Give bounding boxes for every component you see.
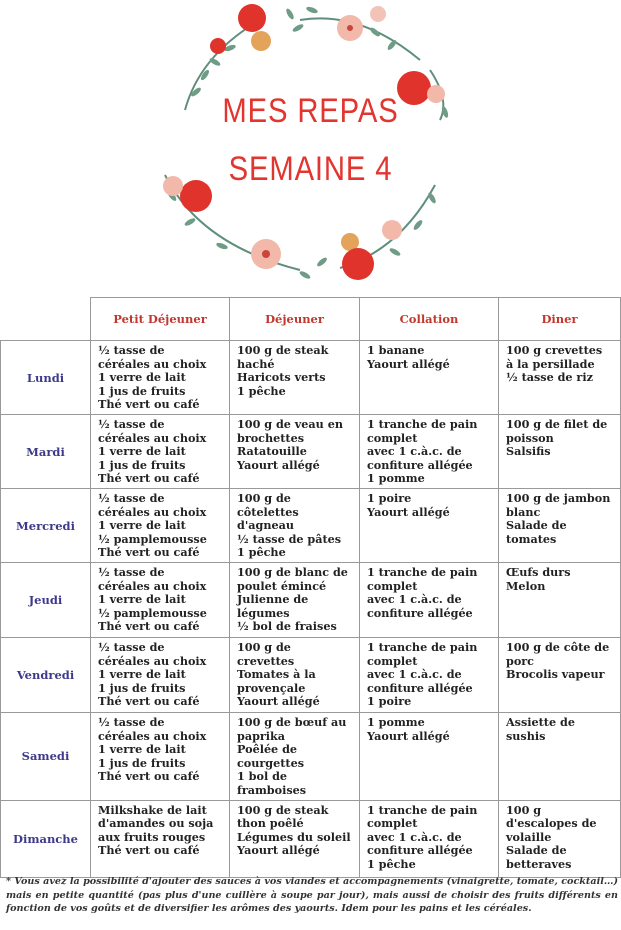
meal-line: 100 g	[506, 802, 542, 817]
meal-line: 1 bol de	[237, 769, 288, 784]
meal-line: 1 banane	[367, 343, 425, 357]
meal-line: complet	[367, 653, 418, 668]
meal-line: 1 poire	[367, 694, 412, 709]
day-label: Samedi	[1, 713, 91, 801]
meal-line: Melon	[506, 578, 546, 593]
meal-line: 1 verre de lait	[98, 370, 186, 385]
meal-line: 100 g de	[237, 491, 291, 505]
meal-line: blanc	[506, 504, 541, 519]
meal-line: ½ tasse de	[98, 343, 165, 357]
meal-line: confiture allégée	[367, 843, 473, 858]
meal-line: 1 verre de lait	[98, 592, 186, 607]
day-row-vendredi	[1, 638, 621, 713]
meal-line: 1 jus de fruits	[98, 755, 186, 770]
day-label: Jeudi	[1, 563, 91, 638]
meal-line: 100 g de steak	[237, 343, 329, 357]
meal-line: 1 verre de lait	[98, 444, 186, 459]
meal-line: Yaourt allégé	[237, 843, 320, 858]
meal-line: 1 pêche	[367, 856, 416, 871]
meal-cell-diner	[499, 800, 621, 877]
day-row-samedi	[1, 713, 621, 801]
meal-line: courgettes	[237, 755, 304, 770]
meal-line: confiture allégée	[367, 680, 473, 695]
meal-cell-petit-dejeuner	[91, 713, 230, 801]
title-line-1: MES REPAS	[222, 92, 399, 130]
meal-line: ½ pamplemousse	[98, 605, 207, 620]
meal-line: aux fruits rouges	[98, 829, 206, 844]
day-label: Mercredi	[1, 489, 91, 563]
meal-line: céréales au choix	[98, 430, 207, 445]
meal-cell-collation	[360, 415, 499, 489]
meal-line: confiture allégée	[367, 457, 473, 472]
meal-line: 1 jus de fruits	[98, 680, 186, 695]
meal-line: 1 tranche de pain	[367, 802, 478, 817]
corner-cell	[1, 298, 91, 341]
meal-line: Milkshake de lait	[98, 802, 207, 817]
meal-line: 1 tranche de pain	[367, 640, 478, 654]
meal-line: Salsifis	[506, 444, 551, 459]
meal-line: paprika	[237, 728, 286, 743]
meal-line: céréales au choix	[98, 504, 207, 519]
meal-line: Thé vert ou café	[98, 619, 200, 634]
meal-line: Yaourt allégé	[367, 504, 450, 519]
col-header-collation: Collation	[360, 298, 499, 341]
meal-cell-diner	[499, 563, 621, 638]
meal-line: côtelettes	[237, 504, 299, 519]
header	[0, 0, 621, 292]
meal-line: 1 verre de lait	[98, 742, 186, 757]
column-header-row	[1, 298, 621, 341]
meal-cell-petit-dejeuner	[91, 800, 230, 877]
meal-cell-collation	[360, 489, 499, 563]
meal-line: avec 1 c.à.c. de	[367, 592, 462, 607]
meal-cell-dejeuner	[230, 341, 360, 415]
meal-line: 100 g crevettes	[506, 343, 603, 357]
floral-wreath-illustration	[0, 0, 621, 292]
meal-line: Brocolis vapeur	[506, 667, 605, 682]
meal-line: 1 verre de lait	[98, 667, 186, 682]
meal-line: légumes	[237, 605, 290, 620]
meal-line: 100 g de côte de	[506, 640, 610, 654]
meal-cell-petit-dejeuner	[91, 415, 230, 489]
meal-line: Haricots verts	[237, 370, 326, 385]
meal-line: d'amandes ou soja	[98, 816, 214, 831]
meal-line: d'agneau	[237, 518, 294, 533]
meal-line: 100 g de bœuf au	[237, 715, 347, 729]
meal-line: 100 g de filet de	[506, 417, 608, 431]
meal-line: Yaourt allégé	[237, 457, 320, 472]
meal-cell-collation	[360, 638, 499, 713]
meal-line: 100 g de steak	[237, 802, 329, 817]
meal-cell-petit-dejeuner	[91, 341, 230, 415]
meal-cell-diner	[499, 415, 621, 489]
meal-line: ½ tasse de riz	[506, 370, 593, 385]
meal-line: complet	[367, 430, 418, 445]
meal-line: 1 verre de lait	[98, 518, 186, 533]
meal-line: 1 jus de fruits	[98, 457, 186, 472]
meal-line: thon poêlé	[237, 816, 304, 831]
meal-line: Assiette de	[506, 715, 575, 729]
meal-line: porc	[506, 653, 534, 668]
meal-line: 1 jus de fruits	[98, 383, 186, 398]
meal-line: d'escalopes de	[506, 816, 597, 831]
meal-cell-diner	[499, 713, 621, 801]
meal-line: céréales au choix	[98, 356, 207, 371]
meal-line: volaille	[506, 829, 552, 844]
col-header-petit-dejeuner: Petit Déjeuner	[91, 298, 230, 341]
meal-line: complet	[367, 578, 418, 593]
meal-line: Yaourt allégé	[367, 728, 450, 743]
meal-cell-dejeuner	[230, 713, 360, 801]
meal-cell-dejeuner	[230, 800, 360, 877]
day-label: Vendredi	[1, 638, 91, 713]
meal-line: complet	[367, 816, 418, 831]
day-row-mercredi	[1, 489, 621, 563]
meal-line: framboises	[237, 782, 307, 797]
meal-line: Salade de	[506, 518, 567, 533]
day-row-lundi	[1, 341, 621, 415]
meal-cell-dejeuner	[230, 415, 360, 489]
meal-line: ½ tasse de	[98, 417, 165, 431]
meal-line: poisson	[506, 430, 554, 445]
meal-line: crevettes	[237, 653, 295, 668]
meal-line: ½ tasse de	[98, 565, 165, 579]
meal-line: Yaourt allégé	[367, 356, 450, 371]
meal-line: Tomates à la	[237, 667, 316, 682]
meal-line: ½ pamplemousse	[98, 531, 207, 546]
meal-line: céréales au choix	[98, 578, 207, 593]
meal-plan-table	[0, 297, 621, 878]
meal-line: brochettes	[237, 430, 304, 445]
meal-line: Légumes du soleil	[237, 829, 351, 844]
meal-line: provençale	[237, 680, 306, 695]
meal-cell-collation	[360, 341, 499, 415]
meal-line: Ratatouille	[237, 444, 307, 459]
meal-line: betteraves	[506, 856, 572, 871]
meal-cell-dejeuner	[230, 563, 360, 638]
meal-line: 1 pomme	[367, 471, 425, 486]
meal-line: Julienne de	[237, 592, 309, 607]
meal-line: Thé vert ou café	[98, 769, 200, 784]
meal-line: à la persillade	[506, 356, 595, 371]
meal-line: Thé vert ou café	[98, 694, 200, 709]
meal-line: poulet émincé	[237, 578, 327, 593]
meal-line: 100 g de jambon	[506, 491, 611, 505]
meal-cell-collation	[360, 800, 499, 877]
meal-line: avec 1 c.à.c. de	[367, 829, 462, 844]
meal-cell-collation	[360, 563, 499, 638]
meal-line: Œufs durs	[506, 565, 571, 579]
meal-line: 1 pomme	[367, 715, 425, 729]
meal-line: confiture allégée	[367, 605, 473, 620]
meal-cell-petit-dejeuner	[91, 563, 230, 638]
meal-line: Yaourt allégé	[237, 694, 320, 709]
day-label: Lundi	[1, 341, 91, 415]
day-row-mardi	[1, 415, 621, 489]
col-header-dejeuner: Déjeuner	[230, 298, 360, 341]
title-line-2: SEMAINE 4	[228, 150, 393, 188]
day-label: Mardi	[1, 415, 91, 489]
meal-line: céréales au choix	[98, 728, 207, 743]
meal-line: céréales au choix	[98, 653, 207, 668]
meal-cell-diner	[499, 341, 621, 415]
meal-line: 1 pêche	[237, 545, 286, 560]
meal-line: Thé vert ou café	[98, 397, 200, 412]
meal-cell-diner	[499, 638, 621, 713]
meal-line: 100 g de blanc de	[237, 565, 348, 579]
meal-line: ½ bol de fraises	[237, 619, 337, 634]
meal-line: tomates	[506, 531, 557, 546]
meal-line: Thé vert ou café	[98, 843, 200, 858]
day-row-dimanche	[1, 800, 621, 877]
meal-line: Thé vert ou café	[98, 471, 200, 486]
meal-cell-dejeuner	[230, 638, 360, 713]
meal-cell-petit-dejeuner	[91, 489, 230, 563]
meal-line: haché	[237, 356, 275, 371]
meal-cell-petit-dejeuner	[91, 638, 230, 713]
meal-line: ½ tasse de	[98, 640, 165, 654]
meal-line: avec 1 c.à.c. de	[367, 444, 462, 459]
meal-line: 1 tranche de pain	[367, 565, 478, 579]
meal-line: 100 g de veau en	[237, 417, 343, 431]
footnote: * Vous avez la possibilité d'ajouter des sauces à vos viandes et accompagnements (vinaigrette, tomate, cocktail…) mais en petite quantité (pas plus d'une cuillère à soupe par jour), mais aussi de choisir des fruits différents en fonction de vos goûts et de diversifier les arômes des yaourts. Idem pour les pains et les céréales.	[6, 876, 618, 914]
meal-line: Thé vert ou café	[98, 545, 200, 560]
day-label: Dimanche	[1, 800, 91, 877]
meal-line: Salade de	[506, 843, 567, 858]
meal-line: 100 g de	[237, 640, 291, 654]
meal-line: Poêlée de	[237, 742, 298, 757]
col-header-diner: Diner	[499, 298, 621, 341]
meal-cell-dejeuner	[230, 489, 360, 563]
meal-line: avec 1 c.à.c. de	[367, 667, 462, 682]
meal-cell-diner	[499, 489, 621, 563]
meal-line: ½ tasse de pâtes	[237, 531, 342, 546]
meal-line: sushis	[506, 728, 546, 743]
meal-line: 1 tranche de pain	[367, 417, 478, 431]
day-row-jeudi	[1, 563, 621, 638]
meal-line: 1 poire	[367, 491, 412, 505]
meal-line: 1 pêche	[237, 383, 286, 398]
meal-line: ½ tasse de	[98, 491, 165, 505]
meal-cell-collation	[360, 713, 499, 801]
meal-line: ½ tasse de	[98, 715, 165, 729]
